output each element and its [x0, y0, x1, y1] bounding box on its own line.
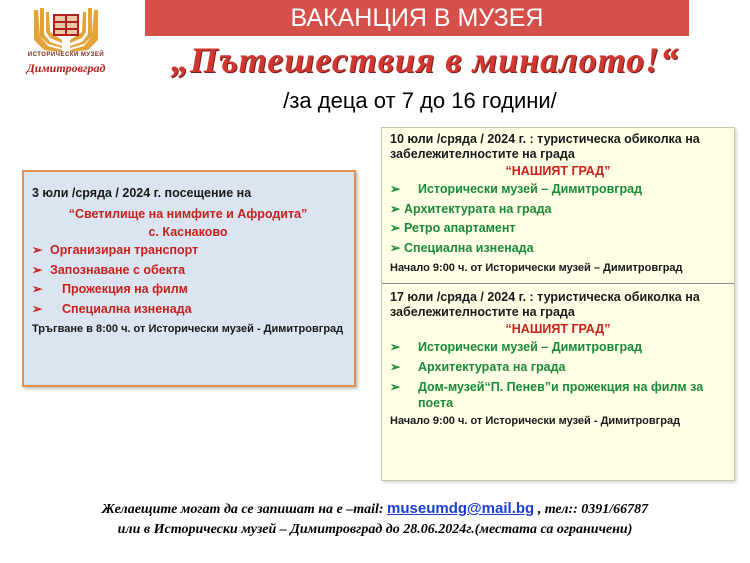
list-item [390, 180, 726, 200]
list-item-label: Специална изненада [62, 301, 192, 316]
arrow-bullet-icon: ➢ [390, 240, 401, 255]
arrow-bullet-icon: ➢ [390, 201, 401, 216]
logo-text-city: Димитровград [26, 61, 106, 75]
email-link[interactable]: museumdg@mail.bg [387, 500, 535, 517]
hands-book-icon [28, 6, 104, 52]
list-item-label: Организиран транспорт [50, 243, 199, 257]
footer-signup-text: Желаещите могат да се запишат на е –mail: [101, 502, 384, 517]
logo-text-museum: ИСТОРИЧЕСКИ МУЗЕЙ [27, 52, 105, 58]
list-item-label: Дом-музей“П. Пенев”и прожекция на филм за поета [418, 380, 704, 410]
list-item-label: Запознаване с обекта [50, 262, 186, 277]
arrow-bullet-icon: ➢ [390, 380, 401, 394]
footer-phone-text: , тел:: 0391/66787 [537, 502, 649, 517]
list-item-label: Ретро апартамент [404, 221, 516, 235]
list-item [32, 241, 344, 261]
left-event-place: “Светилище на нимфите и Афродита” [68, 207, 308, 221]
list-item [390, 219, 726, 239]
right-event-2-start: Начало 9:00 ч. от Исторически музей - Димитровград [390, 415, 681, 427]
right-event-2-title: “НАШИЯТ ГРАД” [505, 322, 611, 336]
right-event-1-title: “НАШИЯТ ГРАД” [505, 164, 611, 178]
list-item [390, 239, 726, 259]
list-item-label: Исторически музей – Димитровград [418, 340, 643, 354]
list-item-label: Прожекция на филм [62, 282, 188, 296]
list-item [32, 300, 344, 320]
footer-contact [50, 499, 700, 540]
right-event-1-date: 10 юли /сряда / 2024 г. : туристическа обиколка на забележителностите на града [390, 132, 700, 161]
list-item [32, 280, 344, 300]
list-item-label: Архитектурата на града [418, 359, 566, 374]
arrow-bullet-icon: ➢ [390, 221, 401, 235]
list-item [390, 379, 726, 411]
arrow-bullet-icon: ➢ [32, 282, 43, 296]
left-event-date: 3 юли /сряда / 2024 г. посещение на [32, 186, 252, 200]
arrow-bullet-icon: ➢ [390, 359, 401, 374]
right-events-box [381, 127, 735, 481]
right-event-1-start: Начало 9:00 ч. от Исторически музей – Димитровград [390, 262, 683, 274]
left-event-departure: Тръгване в 8:00 ч. от Исторически музей - Димитровград [32, 323, 344, 335]
arrow-bullet-icon: ➢ [32, 301, 43, 316]
age-range: /за деца от 7 до 16 години/ [283, 88, 557, 113]
museum-logo [22, 6, 110, 80]
arrow-bullet-icon: ➢ [32, 243, 43, 257]
list-item [390, 200, 726, 220]
footer-line-1 [50, 499, 700, 520]
list-item-label: Исторически музей – Димитровград [418, 182, 643, 196]
list-item-label: Архитектурата на града [404, 201, 552, 216]
list-item-label: Специална изненада [404, 240, 534, 255]
left-event-village: с. Каснаково [148, 225, 228, 239]
list-item [390, 338, 726, 358]
right-event-2-date: 17 юли /сряда / 2024 г. : туристическа обиколка на забележителностите на града [390, 290, 700, 319]
arrow-bullet-icon: ➢ [390, 340, 401, 354]
left-event-box [22, 170, 356, 387]
footer-line-2: или в Исторически музей – Димитровград до 28.06.2024г.(местата са ограничени) [117, 522, 633, 537]
divider [382, 283, 734, 284]
arrow-bullet-icon: ➢ [32, 262, 43, 277]
list-item [32, 261, 344, 281]
header-banner: ВАКАНЦИЯ В МУЗЕЯ [145, 0, 689, 36]
list-item [390, 358, 726, 378]
arrow-bullet-icon: ➢ [390, 182, 401, 196]
event-title: „Пътешествия в миналото!“ [170, 40, 680, 80]
